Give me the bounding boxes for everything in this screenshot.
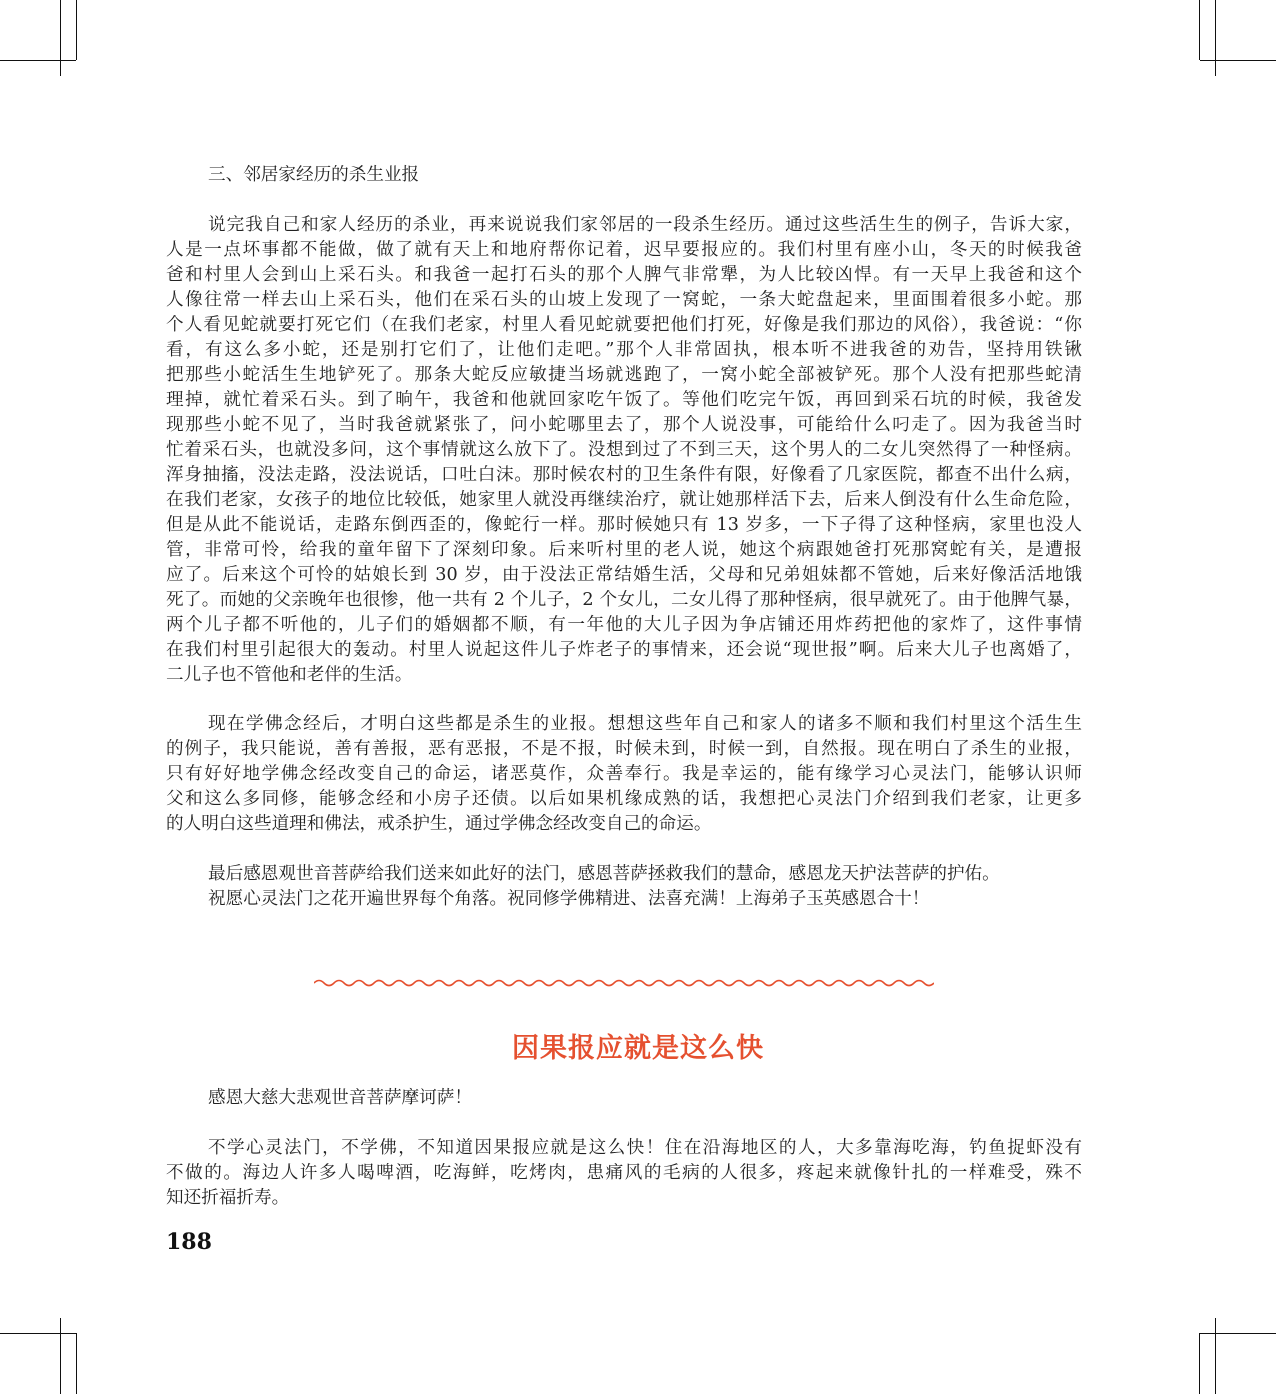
text-line: 两个儿子都不听他的，儿子们的婚姻都不顺，有一年他的大儿子因为争店铺还用炸药把他的家炸了，这件事情 xyxy=(166,615,1082,635)
crop-mark xyxy=(60,0,61,76)
text-line: 看，有这么多小蛇，还是别打它们了，让他们走吧。”那个人非常固执，根本听不进我爸的劝告，坚持用铁锹 xyxy=(166,340,1082,360)
text-line: 的人明白这些道理和佛法，戒杀护生，通过学佛念经改变自己的命运。 xyxy=(166,814,712,834)
text-line: 忙着采石头，也就没多问，这个事情就这么放下了。没想到过了不到三天，这个男人的二女儿突然得了一种怪病。 xyxy=(166,440,1082,460)
text-line: 爸和村里人会到山上采石头。和我爸一起打石头的那个人脾气非常犟，为人比较凶悍。有一天早上我爸和这个 xyxy=(166,265,1082,285)
article-title: 因果报应就是这么快 xyxy=(512,1033,764,1064)
section-heading-block xyxy=(166,163,1082,188)
crop-mark xyxy=(76,1333,77,1394)
paragraph-1 xyxy=(166,213,1082,688)
text-line: 父和这么多同修，能够念经和小房子还债。以后如果机缘成熟的话，我想把心灵法门介绍到我们老家，让更多 xyxy=(166,789,1082,809)
text-line: 祝愿心灵法门之花开遍世界每个角落。祝同修学佛精进、法喜充满！上海弟子玉英感恩合十！ xyxy=(208,889,930,909)
section-heading: 三、邻居家经历的杀生业报 xyxy=(208,165,420,185)
text-line: 理掉，就忙着采石头。到了晌午，我爸和他就回家吃午饭了。等他们吃完午饭，再回到采石坑的时候，我爸发 xyxy=(166,390,1082,410)
text-line: 人是一点坏事都不能做，做了就有天上和地府帮你记着，迟早要报应的。我们村里有座小山，冬天的时候我爸 xyxy=(166,240,1082,260)
text-line: 知还折福折寿。 xyxy=(166,1188,290,1208)
greeting: 感恩大慈大悲观世音菩萨摩诃萨！ xyxy=(208,1088,472,1108)
crop-mark xyxy=(60,1318,61,1394)
text-line: 但是从此不能说话，走路东倒西歪的，像蛇行一样。那时候她只有 13 岁多，一下子得了这种怪病，家里也没人 xyxy=(166,515,1082,535)
text-line: 现那些小蛇不见了，当时我爸就紧张了，问小蛇哪里去了，那个人说没事，可能给什么叼走了。因为我爸当时 xyxy=(166,415,1082,435)
crop-mark xyxy=(1200,1333,1276,1334)
text-line: 在我们村里引起很大的轰动。村里人说起这件儿子炸老子的事情来，还会说“现世报”啊。后来大儿子也离婚了， xyxy=(166,640,1082,660)
crop-mark xyxy=(1199,0,1200,60)
crop-mark xyxy=(1199,1333,1200,1394)
crop-mark xyxy=(76,0,77,60)
text-line: 不学心灵法门，不学佛，不知道因果报应就是这么快！住在沿海地区的人，大多靠海吃海，钓鱼捉虾没有 xyxy=(208,1138,1082,1158)
crop-mark xyxy=(1200,60,1276,61)
text-line: 二儿子也不管他和老伴的生活。 xyxy=(166,665,413,685)
text-line: 的例子，我只能说，善有善报，恶有恶报，不是不报，时候未到，时候一到，自然报。现在明白了杀生的业报， xyxy=(166,739,1082,759)
crop-mark xyxy=(0,1333,76,1334)
text-line: 只有好好地学佛念经改变自己的命运，诸恶莫作，众善奉行。我是幸运的，能有缘学习心灵法门，能够认识师 xyxy=(166,764,1082,784)
text-line: 在我们老家，女孩子的地位比较低，她家里人就没再继续治疗，就让她那样活下去，后来人倒没有什么生命危险， xyxy=(166,490,1082,510)
text-line: 人像往常一样去山上采石头，他们在采石头的山坡上发现了一窝蛇，一条大蛇盘起来，里面围着很多小蛇。那 xyxy=(166,290,1082,310)
closing-paragraph xyxy=(166,862,1082,912)
page-number: 188 xyxy=(166,1229,212,1255)
text-line: 浑身抽搐，没法走路，没法说话，口吐白沫。那时候农村的卫生条件有限，好像看了几家医院，都查不出什么病， xyxy=(166,465,1082,485)
article-paragraph xyxy=(166,1136,1082,1211)
crop-mark xyxy=(1215,1318,1216,1394)
paragraph-2 xyxy=(166,712,1082,837)
text-line: 死了。而她的父亲晚年也很惨，他一共有 2 个儿子，2 个女儿，二女儿得了那种怪病，很早就死了。由于他脾气暴， xyxy=(166,590,1082,610)
text-line: 个人看见蛇就要打死它们（在我们老家，村里人看见蛇就要把他们打死，好像是我们那边的风俗），我爸说：“你 xyxy=(166,315,1082,335)
text-line: 现在学佛念经后，才明白这些都是杀生的业报。想想这些年自己和家人的诸多不顺和我们村里这个活生生 xyxy=(208,714,1082,734)
wavy-divider xyxy=(314,977,934,989)
text-line: 把那些小蛇活生生地铲死了。那条大蛇反应敏捷当场就逃跑了，一窝小蛇全部被铲死。那个人没有把那些蛇清 xyxy=(166,365,1082,385)
text-line: 最后感恩观世音菩萨给我们送来如此好的法门，感恩菩萨拯救我们的慧命，感恩龙天护法菩萨的护佑。 xyxy=(208,864,1000,884)
text-line: 说完我自己和家人经历的杀业，再来说说我们家邻居的一段杀生经历。通过这些活生生的例子，告诉大家， xyxy=(208,215,1082,235)
crop-mark xyxy=(1215,0,1216,76)
greeting-block xyxy=(166,1086,1082,1111)
crop-mark xyxy=(0,60,76,61)
text-line: 管，非常可怜，给我的童年留下了深刻印象。后来听村里的老人说，她这个病跟她爸打死那窝蛇有关，是遭报 xyxy=(166,540,1082,560)
text-line: 应了。后来这个可怜的姑娘长到 30 岁，由于没法正常结婚生活，父母和兄弟姐妹都不管她，后来好像活活地饿 xyxy=(166,565,1082,585)
text-line: 不做的。海边人许多人喝啤酒，吃海鲜，吃烤肉，患痛风的毛病的人很多，疼起来就像针扎的一样难受，殊不 xyxy=(166,1163,1082,1183)
